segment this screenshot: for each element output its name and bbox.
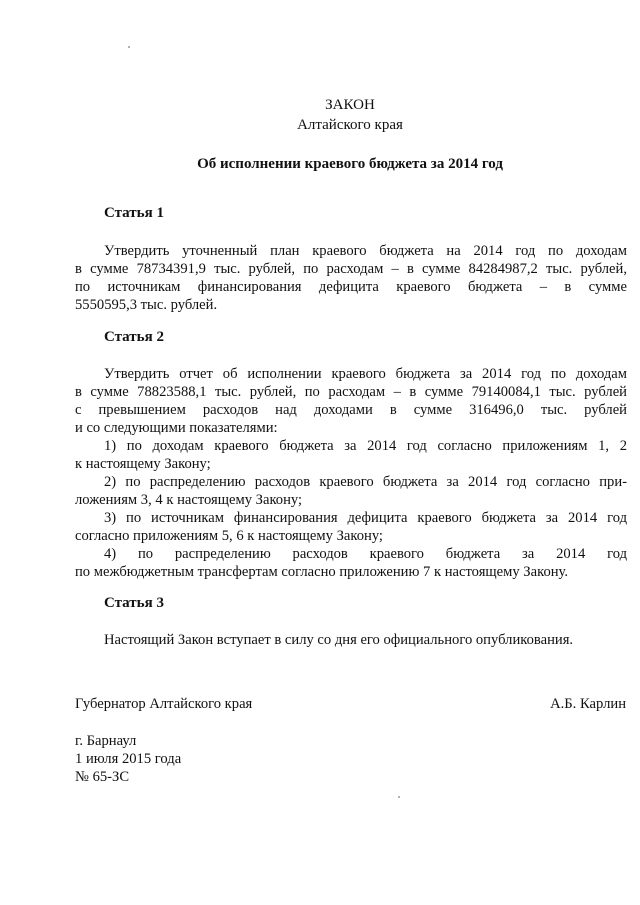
document-title: ЗАКОН [325,97,375,113]
article-2-line: по межбюджетным трансфертам согласно приложению 7 к настоящему Закону. [75,564,569,580]
article-1-line: в сумме 78734391,9 тыс. рублей, по расходам – в сумме 84284987,2 тыс. рублей, [75,261,627,277]
scan-speck [128,46,130,48]
article-1-line: 5550595,3 тыс. рублей. [75,297,218,313]
article-2-line: в сумме 78823588,1 тыс. рублей, по расходам – в сумме 79140084,1 тыс. рублей [75,384,627,400]
article-2-line: и со следующими показателями: [75,420,278,436]
article-2-line: согласно приложениям 5, 6 к настоящему Закону; [75,528,383,544]
article-2-line: к настоящему Закону; [75,456,211,472]
document-number: № 65-ЗС [75,769,130,785]
article-2-line: Утвердить отчет об исполнении краевого бюджета за 2014 год по доходам [104,366,627,382]
article-1-line: по источникам финансирования дефицита краевого бюджета – в сумме [75,279,627,295]
article-1-title: Статья 1 [104,205,164,221]
document-city: г. Барнаул [75,733,137,749]
scan-speck [398,796,400,798]
article-2-line: ложениям 3, 4 к настоящему Закону; [75,492,303,508]
document-region: Алтайского края [297,117,403,133]
article-2-item-2: 2) по распределению расходов краевого бюджета за 2014 год согласно при- [104,474,627,490]
article-1-line: Утвердить уточненный план краевого бюджета на 2014 год по доходам [104,243,627,259]
article-2-line: с превышением расходов над доходами в сумме 316496,0 тыс. рублей [75,402,627,418]
document-date: 1 июля 2015 года [75,751,182,767]
article-2-item-3: 3) по источникам финансирования дефицита краевого бюджета за 2014 год [104,510,627,526]
article-3-text: Настоящий Закон вступает в силу со дня его официального опубликования. [104,632,574,648]
document-heading: Об исполнении краевого бюджета за 2014 год [197,156,503,172]
article-3-title: Статья 3 [104,595,164,611]
article-2-title: Статья 2 [104,329,164,345]
signatory-position: Губернатор Алтайского края [75,696,253,712]
signatory-name: А.Б. Карлин [550,696,626,712]
article-2-item-1: 1) по доходам краевого бюджета за 2014 год согласно приложениям 1, 2 [104,438,627,454]
article-2-item-4: 4) по распределению расходов краевого бюджета за 2014 год [104,546,627,562]
